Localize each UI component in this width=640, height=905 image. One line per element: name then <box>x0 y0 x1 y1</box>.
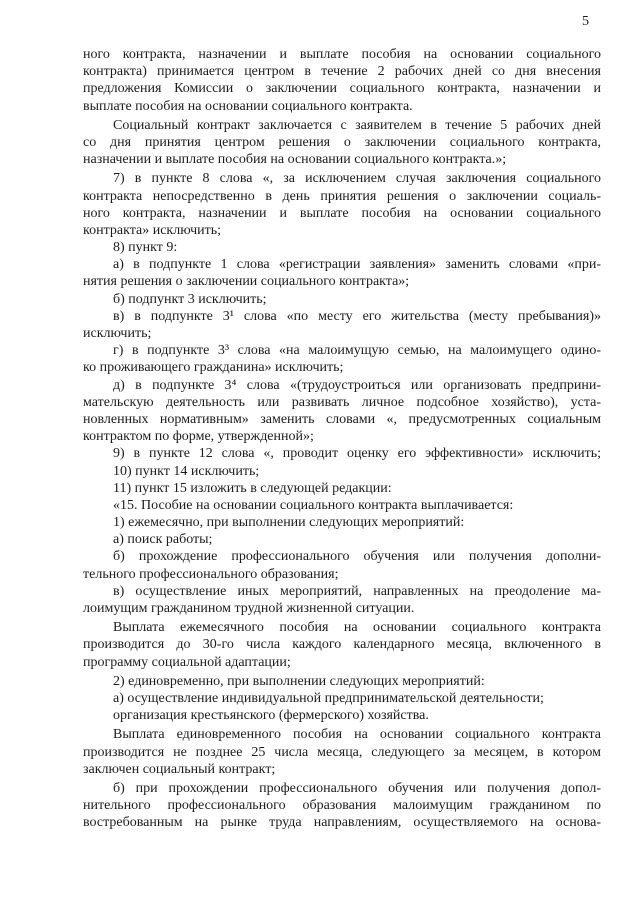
page-number: 5 <box>582 14 589 29</box>
paragraph-first-line: б) при прохождении профессионального обучения или получения допол- <box>113 780 601 796</box>
text-line: исключить; <box>83 326 152 341</box>
paragraph-first-line: 10) пункт 14 исключить; <box>113 463 260 479</box>
text-line: контракта) принимается центром в течение 2 рабочих дней со дня внесения <box>83 64 601 80</box>
paragraph-first-line: в) осуществление иных мероприятий, направленных на преодоление ма- <box>113 583 601 599</box>
paragraph-first-line: Выплата ежемесячного пособия на основании социального контракта <box>113 620 601 636</box>
paragraph-first-line: Социальный контракт заключается с заявителем в течение 5 рабочих дней <box>113 117 601 133</box>
text-line: производится не позднее 25 числа месяца, следующего за месяцем, в котором <box>83 744 601 760</box>
text-line: выплате пособия на основании социального контракта. <box>83 98 413 114</box>
text-line: контрактом по форме, утвержденной»; <box>83 429 314 445</box>
paragraph-first-line: Выплата единовременного пособия на основании социального контракта <box>113 727 601 743</box>
text-line: контракта непосредственно в день принятия решения о заключении социаль- <box>83 188 601 204</box>
paragraph-first-line: а) поиск работы; <box>113 532 213 548</box>
paragraph-first-line: а) в подпункте 1 слова «регистрации заявления» заменить словами «при- <box>113 257 601 273</box>
text-line: ного контракта, назначении и выплате пособия на основании социального <box>83 205 601 221</box>
paragraph-first-line: 9) в пункте 12 слова «, проводит оценку его эффективности» исключить; <box>113 446 601 462</box>
text-line: заключен социальный контракт; <box>83 761 276 777</box>
paragraph-first-line: 2) единовременно, при выполнении следующих мероприятий: <box>113 673 485 689</box>
text-line: лоимущим гражданином трудной жизненной ситуации. <box>83 601 415 616</box>
paragraph-first-line: в) в подпункте 3¹ слова «по месту его жительства (месту пребывания)» <box>113 308 601 324</box>
text-line: контракта» исключить; <box>83 222 222 238</box>
text-line: нительного профессионального образования малоимущим гражданином по <box>83 798 601 814</box>
text-line: предложения Комиссии о заключении социального контракта, назначении и <box>83 81 601 97</box>
paragraph-first-line: организация крестьянского (фермерского) хозяйства. <box>113 708 429 724</box>
paragraph-first-line: д) в подпункте 3⁴ слова «(трудоустроиться или организовать предприни- <box>113 377 601 393</box>
text-line: со дня принятия центром решения о заключении социального контракта, <box>83 134 601 150</box>
text-line: мательскую деятельность или развивать личное подсобное хозяйство), уста- <box>83 394 601 410</box>
paragraph-first-line: а) осуществление индивидуальной предпринимательской деятельности; <box>113 690 544 706</box>
text-line: производится до 30-го числа каждого календарного месяца, включенного в <box>83 637 601 653</box>
paragraph-first-line: «15. Пособие на основании социального контракта выплачивается: <box>113 497 514 513</box>
text-line: новленных нормативным» заменить словами «, предусмотренных социальным <box>83 411 601 427</box>
paragraph-first-line: б) прохождение профессионального обучения или получения дополни- <box>113 549 601 565</box>
text-line: нятия решения о заключении социального контракта»; <box>83 274 410 290</box>
text-line: назначении и выплате пособия на основании социального контракта.»; <box>83 152 507 168</box>
paragraph-first-line: 8) пункт 9: <box>113 240 178 256</box>
text-line: востребованным на рынке труда направлениям, осуществляемого на основа- <box>83 815 601 831</box>
text-line: ного контракта, назначении и выплате пособия на основании социального <box>83 47 601 62</box>
paragraph-first-line: 7) в пункте 8 слова «, за исключением случая заключения социального <box>113 171 601 187</box>
paragraph-first-line: б) подпункт 3 исключить; <box>113 291 267 307</box>
paragraph-first-line: 1) ежемесячно, при выполнении следующих мероприятий: <box>113 515 465 531</box>
text-line: тельного профессионального образования; <box>83 566 339 582</box>
text-line: ко проживающего гражданина» исключить; <box>83 360 344 376</box>
paragraph-first-line: 11) пункт 15 изложить в следующей редакции: <box>113 480 392 496</box>
paragraph-first-line: г) в подпункте 3³ слова «на малоимущую семью, на малоимущего одино- <box>113 343 601 359</box>
document-body <box>83 46 601 831</box>
text-line: программу социальной адаптации; <box>83 654 291 670</box>
